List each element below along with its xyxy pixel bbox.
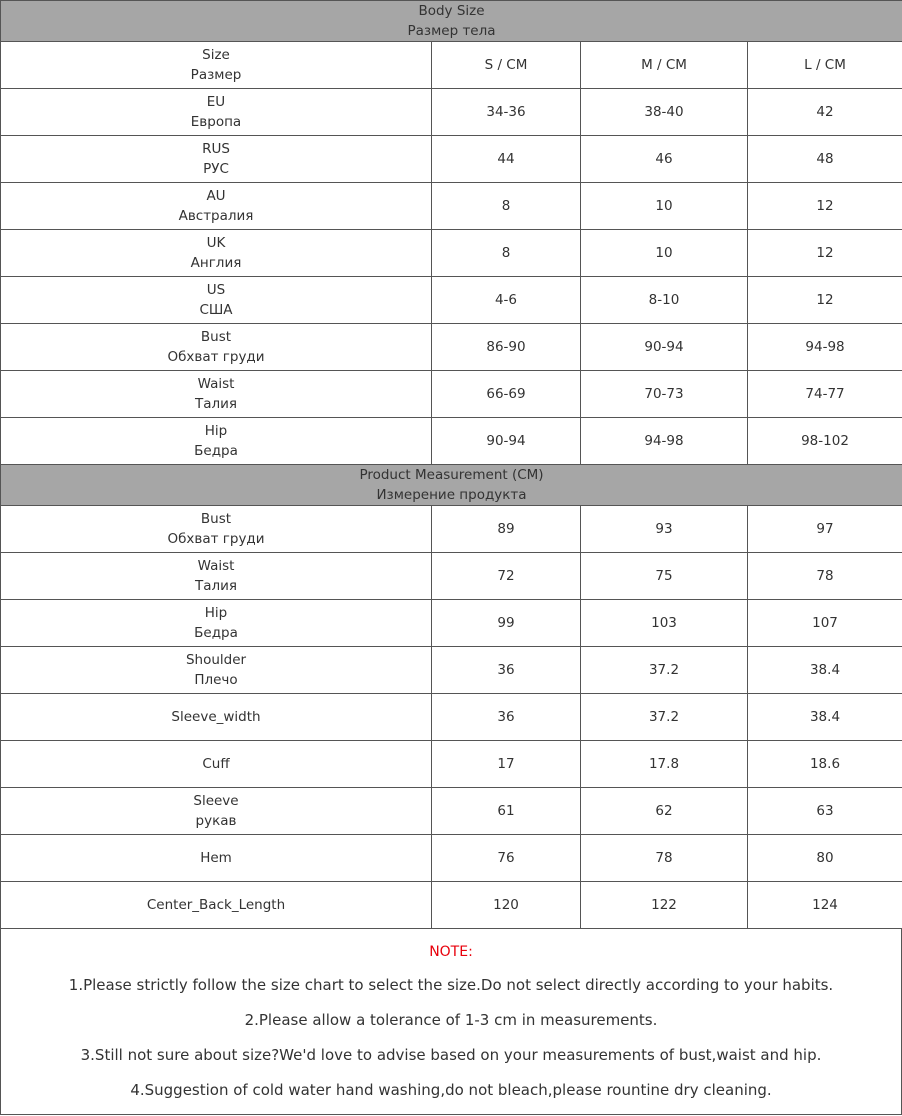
cell-m: 46 [581,136,748,183]
product-measurement-header [1,465,902,506]
row-label-ru: США [199,302,233,318]
table-row [1,788,902,835]
table-row [1,600,902,647]
table-row [1,230,902,277]
cell-m: 70-73 [581,371,748,418]
cell-m: 37.2 [581,647,748,694]
row-label-en: Center_Back_Length [146,897,286,913]
row-label-en: Hip [204,423,228,439]
cell-s: 72 [432,553,581,600]
row-label [1,694,432,741]
row-label-en: Hip [204,605,228,621]
table-row [1,647,902,694]
row-label [1,418,432,465]
cell-m: 38-40 [581,89,748,136]
row-label-en: Sleeve_width [171,709,261,725]
row-label [1,835,432,882]
cell-s: 89 [432,506,581,553]
cell-l: 94-98 [748,324,902,371]
row-label-ru: Обхват груди [167,531,265,547]
cell-l: 38.4 [748,647,902,694]
table-row [1,553,902,600]
table-row [1,418,902,465]
row-label-en: Bust [200,511,232,527]
cell-m: 62 [581,788,748,835]
cell-m: 10 [581,230,748,277]
cell-m: 10 [581,183,748,230]
cell-l: 107 [748,600,902,647]
body-size-header-ru: Размер тела [407,23,496,39]
row-label [1,324,432,371]
row-label-ru: Талия [194,578,238,594]
column-header-row [1,42,902,89]
note-line-4: 4.Suggestion of cold water hand washing,do not bleach,please rountine dry cleaning. [130,1081,772,1099]
note-line-1: 1.Please strictly follow the size chart to select the size.Do not select directly according to your habits. [68,976,834,994]
table-row [1,183,902,230]
row-label-en: Hem [200,850,232,866]
cell-l: 12 [748,277,902,324]
row-label-ru: Европа [190,114,242,130]
row-label-ru: Австралия [178,208,254,224]
notes-section [0,928,902,1115]
note-title: NOTE: [429,944,473,960]
row-label-en: Bust [200,329,232,345]
product-measurement-rows [1,506,902,929]
row-label-en: Shoulder [185,652,247,668]
cell-s: 36 [432,647,581,694]
product-header-en: Product Measurement (CM) [359,467,544,483]
row-label [1,788,432,835]
note-line-3: 3.Still not sure about size?We'd love to advise based on your measurements of bust,waist and hip. [80,1046,822,1064]
cell-m: 17.8 [581,741,748,788]
row-label-en: Sleeve [193,793,239,809]
row-label [1,741,432,788]
s-column-header: S / CM [432,42,581,89]
row-label-ru: Бедра [194,443,238,459]
cell-s: 120 [432,882,581,929]
cell-m: 37.2 [581,694,748,741]
row-label [1,183,432,230]
l-column-header: L / CM [748,42,902,89]
cell-m: 94-98 [581,418,748,465]
row-label-en: Waist [197,558,235,574]
cell-l: 63 [748,788,902,835]
row-label [1,553,432,600]
size-header-ru: Размер [190,67,242,83]
cell-l: 80 [748,835,902,882]
size-column-header [1,42,432,89]
table-row [1,277,902,324]
table-row [1,324,902,371]
cell-m: 93 [581,506,748,553]
row-label [1,371,432,418]
note-line-2: 2.Please allow a tolerance of 1-3 cm in measurements. [244,1011,658,1029]
row-label [1,506,432,553]
table-row [1,506,902,553]
cell-m: 78 [581,835,748,882]
cell-s: 76 [432,835,581,882]
row-label-en: UK [206,235,226,251]
row-label-ru: Плечо [194,672,238,688]
cell-l: 18.6 [748,741,902,788]
cell-m: 90-94 [581,324,748,371]
cell-s: 90-94 [432,418,581,465]
cell-s: 17 [432,741,581,788]
row-label [1,600,432,647]
row-label-en: EU [206,94,226,110]
cell-s: 86-90 [432,324,581,371]
table-row [1,136,902,183]
cell-l: 48 [748,136,902,183]
product-header-row [1,465,902,506]
cell-l: 78 [748,553,902,600]
row-label [1,136,432,183]
body-size-header [1,1,902,42]
row-label-en: Waist [197,376,235,392]
body-size-header-en: Body Size [418,3,485,19]
row-label-en: AU [206,188,226,204]
product-header-ru: Измерение продукта [376,487,527,503]
body-size-rows [1,89,902,465]
size-header-en: Size [202,47,230,63]
cell-s: 36 [432,694,581,741]
cell-s: 99 [432,600,581,647]
table-row [1,371,902,418]
cell-m: 103 [581,600,748,647]
row-label-ru: рукав [195,813,237,829]
cell-l: 98-102 [748,418,902,465]
row-label-en: RUS [202,141,230,157]
cell-m: 122 [581,882,748,929]
cell-m: 8-10 [581,277,748,324]
cell-l: 97 [748,506,902,553]
cell-s: 66-69 [432,371,581,418]
row-label [1,89,432,136]
row-label [1,647,432,694]
cell-s: 8 [432,230,581,277]
cell-s: 4-6 [432,277,581,324]
cell-s: 61 [432,788,581,835]
cell-l: 74-77 [748,371,902,418]
cell-l: 12 [748,230,902,277]
row-label [1,277,432,324]
table-row [1,741,902,788]
m-column-header: M / CM [581,42,748,89]
cell-s: 34-36 [432,89,581,136]
table-row [1,694,902,741]
row-label-ru: Англия [190,255,242,271]
table-row [1,89,902,136]
row-label-en: Cuff [202,756,230,772]
cell-m: 75 [581,553,748,600]
cell-s: 44 [432,136,581,183]
row-label-ru: Обхват груди [167,349,265,365]
row-label-ru: Талия [194,396,238,412]
cell-l: 38.4 [748,694,902,741]
table-row [1,882,902,929]
row-label-en: US [206,282,226,298]
cell-l: 42 [748,89,902,136]
row-label-ru: Бедра [194,625,238,641]
cell-l: 12 [748,183,902,230]
table-row [1,835,902,882]
cell-l: 124 [748,882,902,929]
row-label [1,882,432,929]
cell-s: 8 [432,183,581,230]
body-size-header-row [1,1,902,42]
row-label [1,230,432,277]
row-label-ru: РУС [203,161,229,177]
